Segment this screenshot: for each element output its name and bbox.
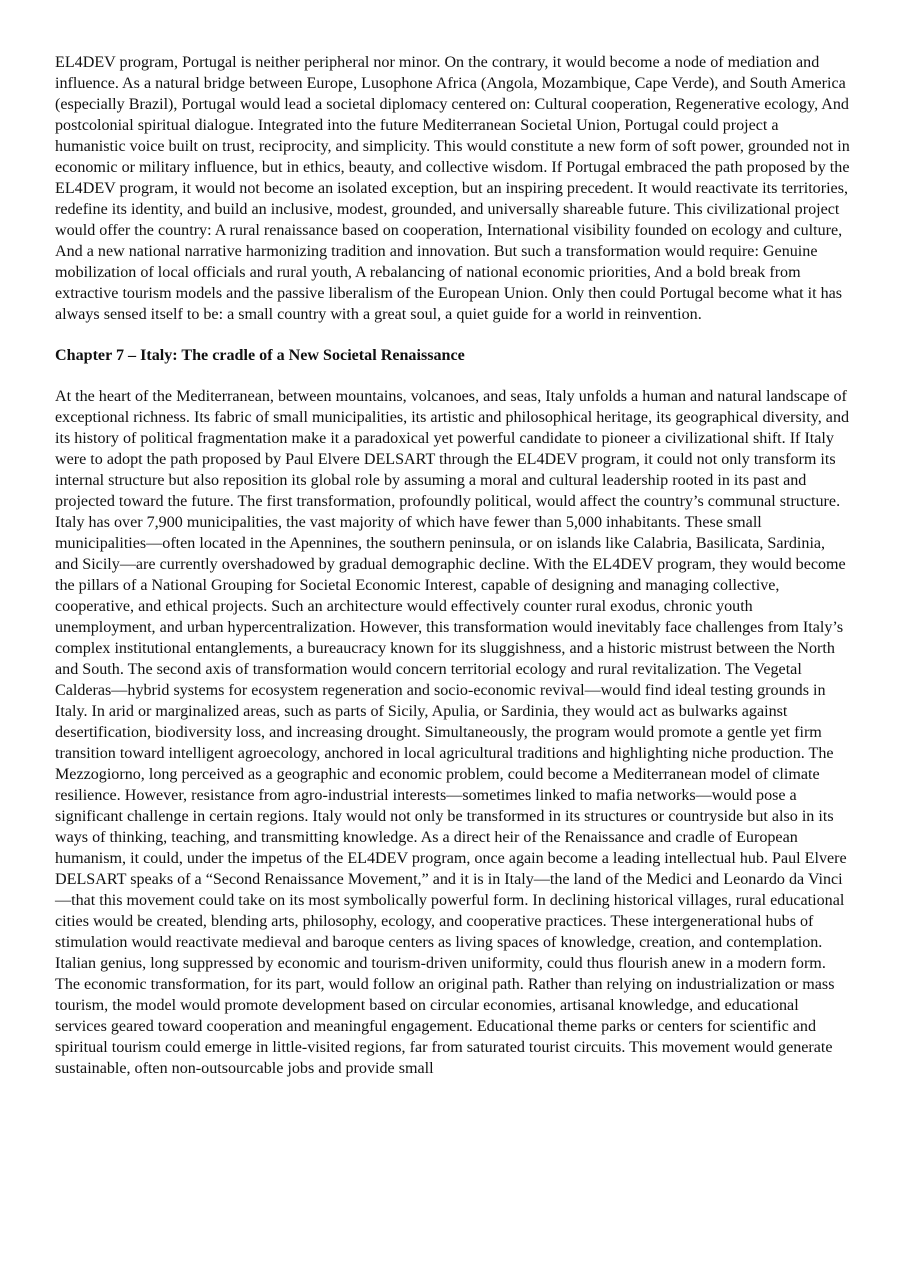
body-paragraph: At the heart of the Mediterranean, between mountains, volcanoes, and seas, Italy unfolds a human and natural landscape of exceptional richness. Its fabric of small municipalities, its artistic and philosophical heritage, its geographical diversity, and its history of political fragmentation make it a paradoxical yet powerful candidate to pioneer a civilizational shift. If Italy were to adopt the path proposed by Paul Elvere DELSART through the EL4DEV program, it could not only transform its internal structure but also reposition its global role by assuming a moral and cultural leadership rooted in its past and projected toward the future. The first transformation, profoundly political, would affect the country’s communal structure. Italy has over 7,900 municipalities, the vast majority of which have fewer than 5,000 inhabitants. These small municipalities—often located in the Apennines, the southern peninsula, or on islands like Calabria, Basilicata, Sardinia, and Sicily—are currently overshadowed by gradual demographic decline. With the EL4DEV program, they would become the pillars of a National Grouping for Societal Economic Interest, capable of designing and managing collective, cooperative, and ethical projects. Such an architecture would effectively counter rural exodus, chronic youth unemployment, and urban hypercentralization. However, this transformation would inevitably face challenges from Italy’s complex institutional entanglements, a bureaucracy known for its sluggishness, and a historic mistrust between the North and South. The second axis of transformation would concern territorial ecology and rural revitalization. The Vegetal Calderas—hybrid systems for ecosystem regeneration and socio-economic revival—would find ideal testing grounds in Italy. In arid or marginalized areas, such as parts of Sicily, Apulia, or Sardinia, they would act as bulwarks against desertification, biodiversity loss, and increasing drought. Simultaneously, the program would promote a gentle yet firm transition toward intelligent agroecology, anchored in local agricultural traditions and highlighting niche production. The Mezzogiorno, long perceived as a geographic and economic problem, could become a Mediterranean model of climate resilience. However, resistance from agro-industrial interests—sometimes linked to mafia networks—would pose a significant challenge in certain regions. Italy would not only be transformed in its structures or countryside but also in its ways of thinking, teaching, and transmitting knowledge. As a direct heir of the Renaissance and cradle of European humanism, it could, under the impetus of the EL4DEV program, once again become a leading intellectual hub. Paul Elvere DELSART speaks of a “Second Renaissance Movement,” and it is in Italy—the land of the Medici and Leonardo da Vinci—that this movement could take on its most symbolically powerful form. In declining historical villages, rural educational cities would be created, blending arts, philosophy, ecology, and cooperative practices. These intergenerational hubs of stimulation would reactivate medieval and baroque centers as living spaces of knowledge, creation, and contemplation. Italian genius, long suppressed by economic and tourism-driven uniformity, could thus flourish anew in a modern form. The economic transformation, for its part, would follow an original path. Rather than relying on industrialization or mass tourism, the model would promote development based on circular economies, artisanal knowledge, and educational services geared toward cooperation and meaningful engagement. Educational theme parks or centers for scientific and spiritual tourism could emerge in little-visited regions, far from saturated tourist circuits. This movement would generate sustainable, often non-outsourcable jobs and provide small	[55, 388, 850, 1077]
chapter-heading: Chapter 7 – Italy: The cradle of a New Societal Renaissance	[55, 347, 465, 364]
document-page	[55, 52, 851, 1079]
body-paragraph: EL4DEV program, Portugal is neither peripheral nor minor. On the contrary, it would become a node of mediation and influence. As a natural bridge between Europe, Lusophone Africa (Angola, Mozambique, Cape Verde), and South America (especially Brazil), Portugal would lead a societal diplomacy centered on: Cultural cooperation, Regenerative ecology, And postcolonial spiritual dialogue. Integrated into the future Mediterranean Societal Union, Portugal could project a humanistic voice built on trust, reciprocity, and simplicity. This would constitute a new form of soft power, grounded not in economic or military influence, but in ethics, beauty, and collective wisdom. If Portugal embraced the path proposed by the EL4DEV program, it would not become an isolated exception, but an inspiring precedent. It would reactivate its territories, redefine its identity, and build an inclusive, modest, grounded, and universally shareable future. This civilizational project would offer the country: A rural renaissance based on cooperation, International visibility founded on ecology and culture, And a new national narrative harmonizing tradition and innovation. But such a transformation would require: Genuine mobilization of local officials and rural youth, A rebalancing of national economic priorities, And a bold break from extractive tourism models and the passive liberalism of the European Union. Only then could Portugal become what it has always sensed itself to be: a small country with a great soul, a quiet guide for a world in reinvention.	[55, 54, 850, 323]
